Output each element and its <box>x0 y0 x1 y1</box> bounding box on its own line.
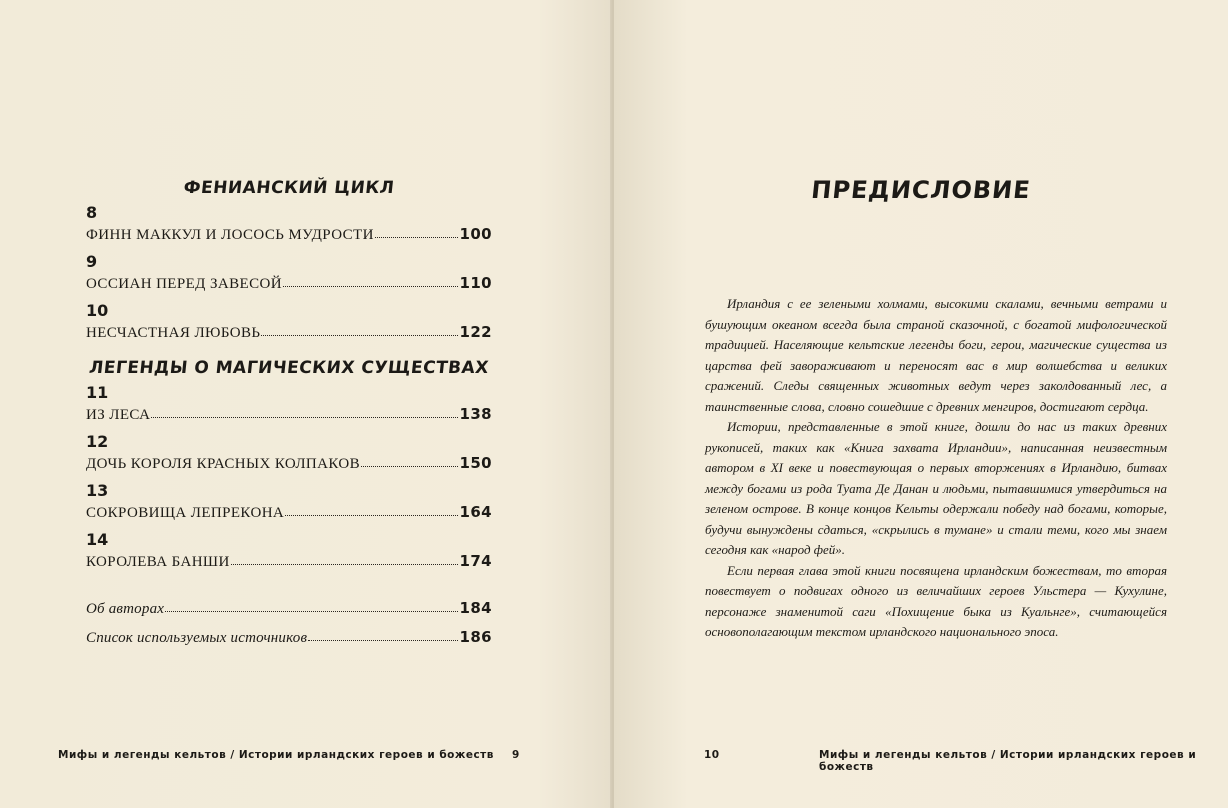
running-footer-title: Мифы и легенды кельтов / Истории ирландских героев и божеств <box>819 749 1197 773</box>
toc-entry-page: 122 <box>459 323 492 341</box>
toc-entry-page: 164 <box>459 503 492 521</box>
section-title-fenian-cycle: ФЕНИАНСКИЙ ЦИКЛ <box>182 178 396 198</box>
right-page <box>614 0 1228 808</box>
toc-entry-title: Список используемых источников <box>86 630 308 646</box>
section-title-magical-creatures: ЛЕГЕНДЫ О МАГИЧЕСКИХ СУЩЕСТВАХ <box>88 358 490 378</box>
toc-entry-title: НЕСЧАСТНАЯ ЛЮБОВЬ <box>86 325 261 341</box>
dot-leader <box>308 626 458 641</box>
toc-entry-about-authors[interactable] <box>86 597 492 620</box>
spacer <box>86 579 492 597</box>
toc-entry[interactable] <box>86 550 492 573</box>
chapter-number: 9 <box>86 252 98 271</box>
toc-entry-title: СОКРОВИЩА ЛЕПРЕКОНА <box>86 505 285 521</box>
toc-entry[interactable] <box>86 223 492 246</box>
chapter-number: 14 <box>86 530 109 549</box>
dot-leader <box>151 403 458 418</box>
toc-entry-title: Об авторах <box>86 601 165 617</box>
toc-entry-title: ФИНН МАККУЛ И ЛОСОСЬ МУДРОСТИ <box>86 227 374 243</box>
chapter-number: 12 <box>86 432 109 451</box>
dot-leader <box>231 550 459 565</box>
toc-entry-title: КОРОЛЕВА БАНШИ <box>86 554 230 570</box>
dot-leader <box>361 452 458 467</box>
chapter-number: 10 <box>86 301 109 320</box>
left-page <box>0 0 612 808</box>
chapter-number: 8 <box>86 203 98 222</box>
preface-paragraph: Ирландия с ее зелеными холмами, высокими скалами, вечными ветрами и бушующим океаном всегда была страной сказочной, с богатой мифологической традицией. Населяющие кельтские легенды боги, герои, магические существа из царства фей завораживают и переносят вас в мир волшебства и великих сражений. Следы священных животных ведут через заколдованный лес, а таинственные слова, словно сошедшие с древних менгиров, достигают сердца. <box>705 296 1167 414</box>
toc-entry[interactable] <box>86 272 492 295</box>
toc-entry-sources[interactable] <box>86 626 492 649</box>
chapter-number: 13 <box>86 481 109 500</box>
toc-entry-page: 174 <box>459 552 492 570</box>
page-number: 10 <box>704 749 720 761</box>
toc-entry-page: 138 <box>459 405 492 423</box>
preface-title: ПРЕДИСЛОВИЕ <box>809 176 1033 204</box>
toc-entry[interactable] <box>86 403 492 426</box>
dot-leader <box>165 597 458 612</box>
dot-leader <box>261 321 458 336</box>
toc-entry-page: 186 <box>459 628 492 646</box>
toc-entry-title: ДОЧЬ КОРОЛЯ КРАСНЫХ КОЛПАКОВ <box>86 456 361 472</box>
preface-body <box>705 294 1167 643</box>
toc-entry[interactable] <box>86 501 492 524</box>
toc-entry-page: 150 <box>459 454 492 472</box>
chapter-number: 11 <box>86 383 109 402</box>
dot-leader <box>285 501 458 516</box>
toc-entry-page: 110 <box>459 274 492 292</box>
running-footer-title: Мифы и легенды кельтов / Истории ирландских героев и божеств <box>58 749 494 761</box>
dot-leader <box>375 223 459 238</box>
dot-leader <box>283 272 459 287</box>
toc-entry-title: ОССИАН ПЕРЕД ЗАВЕСОЙ <box>86 276 282 292</box>
toc-entry[interactable] <box>86 321 492 344</box>
toc-entry-title: ИЗ ЛЕСА <box>86 407 151 423</box>
preface-paragraph: Если первая глава этой книги посвящена ирландским божествам, то вторая повествует о подвигах одного из величайших героев Ульстера — Кухулине, персонаже знаменитой саги «Похищение быка из Куальнге», считающейся основополагающим текстом ирландского национального эпоса. <box>705 562 1167 639</box>
preface-paragraph: Истории, представленные в этой книге, дошли до нас из таких древних рукописей, таких как «Книга захвата Ирландии», написанная неизвестным автором в XI веке и повествующая о первых вторжениях в Ирландию, битвах между богами из рода Туата Де Данан и людьми, пытавшимися утвердиться на зеленом острове. В конце концов Кельты одержали победу над богами, которые, будучи вынуждены сдаться, «скрылись в тумане» и стали теми, кого мы знаем сегодня как «народ фей». <box>705 419 1167 557</box>
toc-entry-page: 100 <box>459 225 492 243</box>
table-of-contents <box>86 178 492 655</box>
toc-entry-page: 184 <box>459 599 492 617</box>
page-number: 9 <box>512 749 520 761</box>
toc-entry[interactable] <box>86 452 492 475</box>
